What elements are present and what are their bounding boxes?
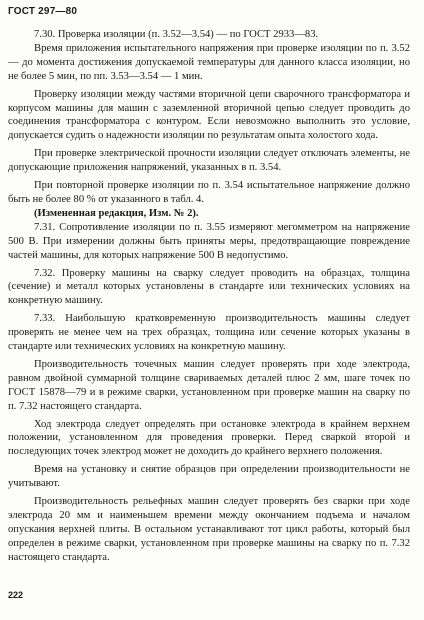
page-number: 222 bbox=[8, 590, 24, 600]
document-body bbox=[8, 28, 410, 565]
paragraph-dielectric-strength: При проверке электрической прочности изоляции следует отключать элементы, не допускающие приложения напряжений, указанных в п. 3.54. bbox=[8, 148, 410, 174]
paragraph-7-32: 7.32. Проверку машины на сварку следует проводить на образцах, толщина (сечение) и металл которых установлены в стандарте или технических условиях на конкретную машину. bbox=[8, 267, 410, 307]
document-header: ГОСТ 297—80 bbox=[8, 6, 78, 17]
paragraph-sample-time: Время на установку и снятие образцов при определении производительности не учитывают. bbox=[8, 464, 410, 490]
paragraph-test-voltage-time: Время приложения испытательного напряжения при проверке изоляции по п. 3.52 — до момента достижения допускаемой температуры для данного класса изоляции, но не более 5 мин, по пп. 3.53—3.54 — 1 мин. bbox=[8, 42, 410, 82]
paragraph-7-31: 7.31. Сопротивление изоляции по п. 3.55 измеряют мегомметром на напряжение 500 В. При измерении должны быть приняты меры, предотвращающие повреждение частей машины, для которых напряжение 500 В недопустимо. bbox=[8, 221, 410, 261]
paragraph-amendment-note: (Измененная редакция, Изм. № 2). bbox=[34, 207, 199, 219]
paragraph-projection-machines: Производительность рельефных машин следует проверять без сварки при ходе электрода 20 мм и наименьшем времени между окончанием подъема и началом опускания верхней плиты. В остальном устанавливают тот цикл работы, который был определен в режиме сварки, установленном при проверке машины на сварку по п. 7.32 настоящего стандарта. bbox=[8, 496, 410, 563]
paragraph-repeat-check: При повторной проверке изоляции по п. 3.54 испытательное напряжение должно быть не более 80 % от указанного в табл. 4. bbox=[8, 180, 410, 205]
paragraph-spot-machines: Производительность точечных машин следует проверять при ходе электрода, равном двойной суммарной толщине свариваемых деталей плюс 2 мм, шаге точек по ГОСТ 15878—79 и в режиме сварки, установленном при проверке машин на сварку по п. 7.32 настоящего стандарта. bbox=[8, 358, 410, 412]
paragraph-secondary-circuit-insulation: Проверку изоляции между частями вторичной цепи сварочного трансформатора и корпусом машины для машин с заземленной вторичной цепью следует проводить до соединения трансформатора с контуром. Если невозможно выполнить это условие, допускается судить о надежности изоляции по результатам опыта холостого хода. bbox=[8, 88, 410, 142]
paragraph-7-30: 7.30. Проверка изоляции (п. 3.52—3.54) — по ГОСТ 2933—83. bbox=[34, 29, 319, 40]
paragraph-7-33: 7.33. Наибольшую кратковременную производительность машины следует проверять не менее чем на трех образцах, толщина или сечение которых указаны в стандарте или технических условиях на конкретную машину. bbox=[8, 313, 410, 353]
paragraph-electrode-stroke: Ход электрода следует определять при остановке электрода в крайнем верхнем положении, установленном для проведения проверки. Перед сваркой второй и последующих точек электрод может не доходить до крайнего верхнего положения. bbox=[8, 418, 410, 458]
